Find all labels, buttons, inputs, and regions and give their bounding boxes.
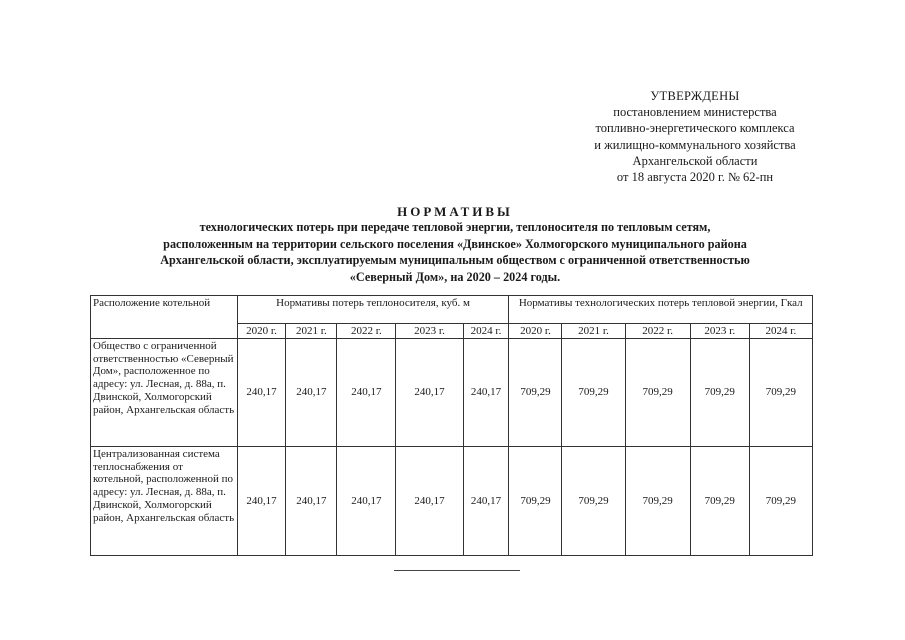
- document-subtitle-line: Архангельской области, эксплуатируемым муниципальным обществом с ограниченной ответственностью: [160, 253, 750, 268]
- value-cell: 709,29: [625, 339, 690, 447]
- document-subtitle-line: «Северный Дом», на 2020 – 2024 годы.: [349, 269, 561, 284]
- value-cell: 709,29: [749, 447, 812, 556]
- coolant-losses-header: Нормативы потерь теплоносителя, куб. м: [237, 296, 509, 324]
- value-cell: 709,29: [690, 447, 749, 556]
- value-cell: 240,17: [396, 447, 463, 556]
- approval-title: УТВЕРЖДЕНЫ: [650, 89, 740, 103]
- value-cell: 240,17: [237, 339, 286, 447]
- value-cell: 709,29: [690, 339, 749, 447]
- year-header: 2022 г.: [337, 324, 396, 339]
- year-header: 2021 г.: [286, 324, 337, 339]
- heat-losses-header: Нормативы технологических потерь тепловой энергии, Гкал: [509, 296, 813, 324]
- year-header: 2022 г.: [625, 324, 690, 339]
- value-cell: 240,17: [286, 447, 337, 556]
- value-cell: 709,29: [562, 447, 625, 556]
- year-header: 2024 г.: [749, 324, 812, 339]
- value-cell: 240,17: [396, 339, 463, 447]
- table-row: [91, 339, 813, 447]
- year-header: 2020 г.: [509, 324, 562, 339]
- document-subtitle-line: технологических потерь при передаче тепловой энергии, теплоносителя по тепловым сетям,: [199, 220, 711, 234]
- approval-line: и жилищно-коммунального хозяйства: [594, 137, 796, 152]
- approval-line: топливно-энергетического комплекса: [595, 121, 795, 136]
- approval-date-line: от 18 августа 2020 г. № 62-пн: [616, 170, 774, 185]
- document-subtitle-line: расположенным на территории сельского поселения «Двинское» Холмогорского муниципального района: [163, 236, 747, 251]
- location-header: Расположение котельной: [91, 296, 238, 339]
- document-title: НОРМАТИВЫ: [397, 204, 513, 219]
- value-cell: 240,17: [463, 447, 509, 556]
- year-header: 2023 г.: [396, 324, 463, 339]
- approval-line: постановлением министерства: [613, 105, 777, 120]
- year-header: 2021 г.: [562, 324, 625, 339]
- value-cell: 240,17: [286, 339, 337, 447]
- value-cell: 240,17: [337, 447, 396, 556]
- value-cell: 709,29: [562, 339, 625, 447]
- norms-table: [90, 295, 813, 556]
- year-header: 2020 г.: [237, 324, 286, 339]
- location-cell: Централизованная система теплоснабжения от котельной, расположенной по адресу: ул. Лесная, д. 88а, п. Двинской, Холмогорский район, Архангельская область: [91, 447, 238, 556]
- value-cell: 709,29: [749, 339, 812, 447]
- year-header: 2023 г.: [690, 324, 749, 339]
- approval-line: Архангельской области: [632, 153, 758, 168]
- year-header: 2024 г.: [463, 324, 509, 339]
- approval-block: [560, 88, 830, 185]
- footer-divider: [394, 570, 520, 571]
- value-cell: 240,17: [463, 339, 509, 447]
- value-cell: 240,17: [237, 447, 286, 556]
- location-cell: Общество с ограниченной ответственностью «Северный Дом», расположенное по адресу: ул. Лесная, д. 88а, п. Двинской, Холмогорский район, Архангельская область: [91, 339, 238, 447]
- table-row: [91, 447, 813, 556]
- value-cell: 709,29: [509, 447, 562, 556]
- value-cell: 240,17: [337, 339, 396, 447]
- value-cell: 709,29: [625, 447, 690, 556]
- value-cell: 709,29: [509, 339, 562, 447]
- document-heading: [90, 204, 820, 285]
